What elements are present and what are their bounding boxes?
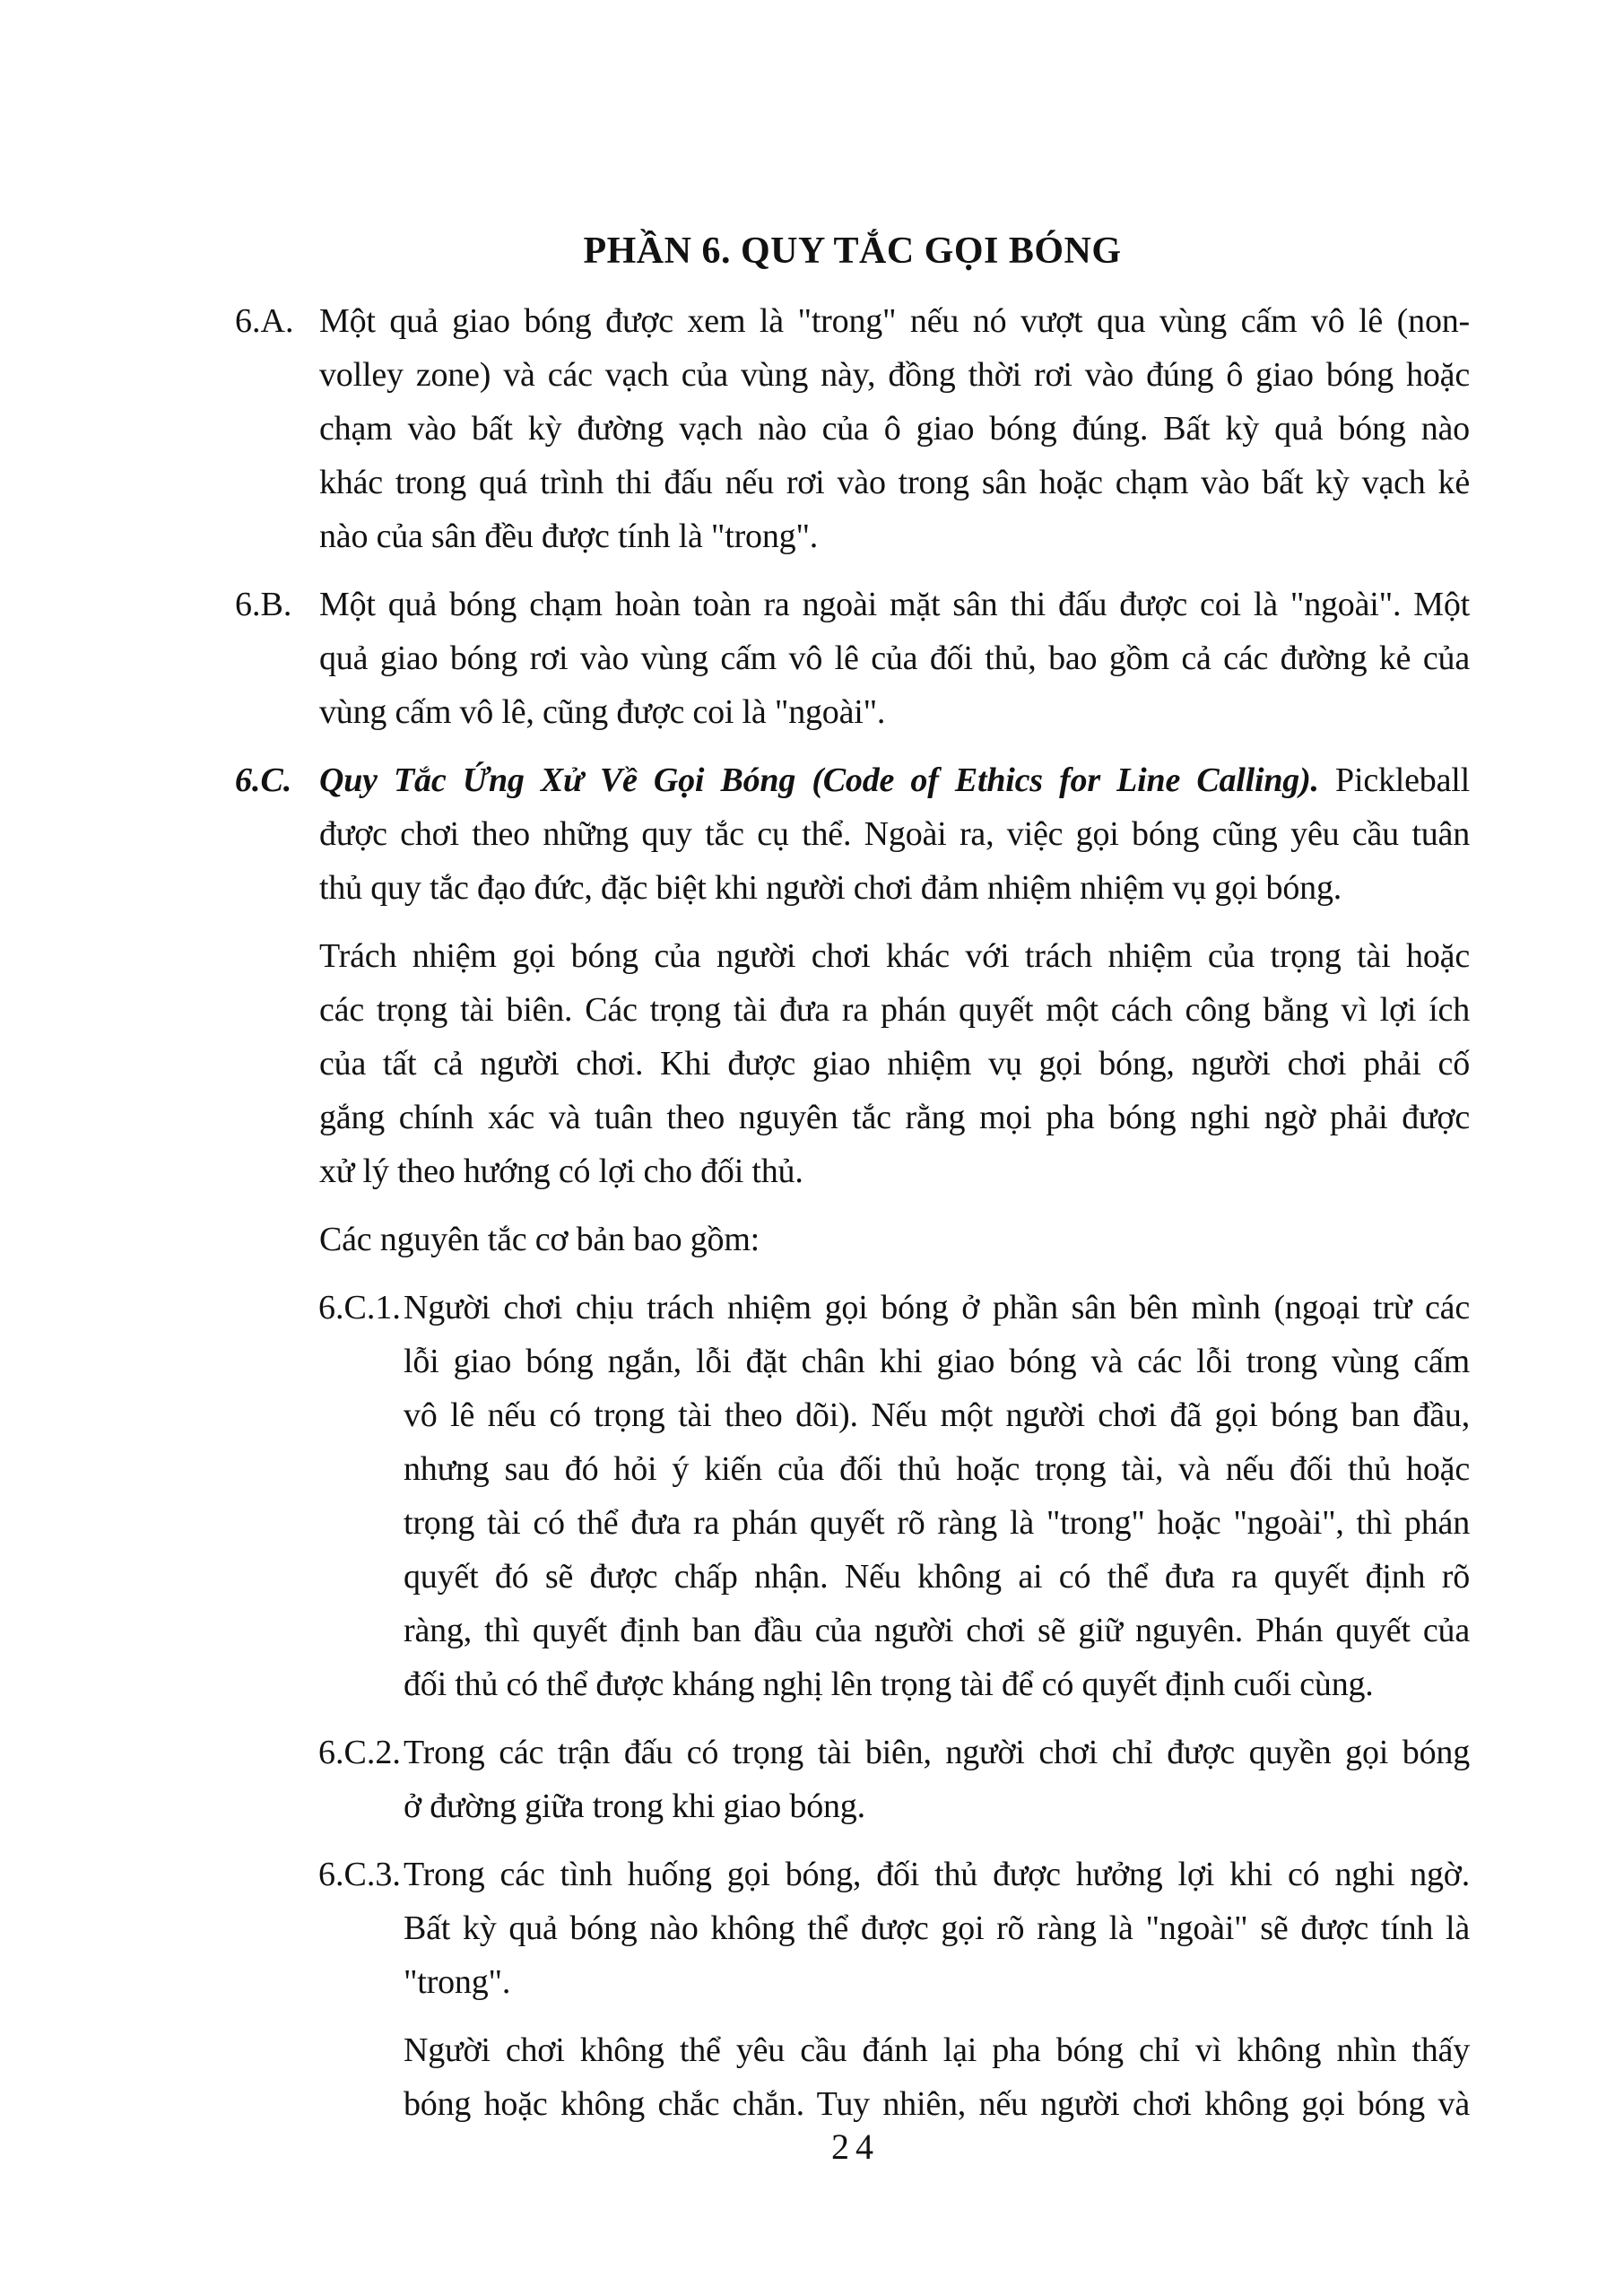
text-line: vô lê nếu có trọng tài theo dõi). Nếu một người chơi đã gọi bóng ban đầu,	[404, 1396, 1470, 1434]
item-6C2	[318, 1726, 1470, 1833]
para-6C3-continuation	[404, 2023, 1470, 2131]
item-6C	[235, 753, 1470, 915]
para-principles-intro	[319, 1213, 1470, 1266]
page-number: 24	[831, 2126, 880, 2167]
item-marker: 6.C.1.	[318, 1289, 401, 1326]
bold-italic-lead: Quy Tắc Ứng Xử Về Gọi Bóng (Code of Ethics for Line Calling).	[319, 761, 1319, 799]
text-line: Trong các tình huống gọi bóng, đối thủ được hưởng lợi khi có nghi ngờ.	[404, 1856, 1470, 1893]
text-line: vùng cấm vô lê, cũng được coi là "ngoài".	[319, 693, 886, 731]
text-line: nhưng sau đó hỏi ý kiến của đối thủ hoặc trọng tài, và nếu đối thủ hoặc	[404, 1450, 1470, 1488]
text-line: volley zone) và các vạch của vùng này, đồng thời rơi vào đúng ô giao bóng hoặc	[319, 356, 1470, 394]
text-line: khác trong quá trình thi đấu nếu rơi vào trong sân hoặc chạm vào bất kỳ vạch kẻ	[319, 464, 1470, 501]
item-6C1	[318, 1281, 1470, 1711]
text-line: ràng, thì quyết định ban đầu của người chơi sẽ giữ nguyên. Phán quyết của	[404, 1612, 1470, 1649]
text-line: Trách nhiệm gọi bóng của người chơi khác với trách nhiệm của trọng tài hoặc	[319, 937, 1470, 975]
text-line: đối thủ có thể được kháng nghị lên trọng tài để có quyết định cuối cùng.	[404, 1665, 1374, 1703]
text-line: chạm vào bất kỳ đường vạch nào của ô giao bóng đúng. Bất kỳ quả bóng nào	[319, 410, 1470, 448]
item-6C3	[318, 1848, 1470, 2009]
item-marker: 6.C.	[235, 761, 292, 799]
text-line: Người chơi chịu trách nhiệm gọi bóng ở phần sân bên mình (ngoại trừ các	[404, 1289, 1470, 1326]
text-line: lỗi giao bóng ngắn, lỗi đặt chân khi giao bóng và các lỗi trong vùng cấm	[404, 1343, 1470, 1380]
text-line: Một quả giao bóng được xem là "trong" nếu nó vượt qua vùng cấm vô lê (non-	[319, 302, 1470, 340]
item-marker: 6.C.2.	[318, 1734, 401, 1771]
text-line: được chơi theo những quy tắc cụ thể. Ngoài ra, việc gọi bóng cũng yêu cầu tuân	[319, 815, 1470, 853]
text-line: bóng hoặc không chắc chắn. Tuy nhiên, nếu người chơi không gọi bóng và	[404, 2085, 1470, 2123]
item-marker: 6.B.	[235, 586, 292, 623]
para-responsibility	[319, 929, 1470, 1198]
text-line: Bất kỳ quả bóng nào không thể được gọi rõ ràng là "ngoài" sẽ được tính là	[404, 1909, 1470, 1947]
text-line: "trong".	[404, 1963, 511, 2001]
text-line: Trong các trận đấu có trọng tài biên, người chơi chỉ được quyền gọi bóng	[404, 1734, 1470, 1771]
page-content	[235, 224, 1470, 2174]
text-line: Quy Tắc Ứng Xử Về Gọi Bóng (Code of Ethics for Line Calling). Pickleball	[319, 761, 1470, 799]
item-6B	[235, 578, 1470, 739]
text-line: Người chơi không thể yêu cầu đánh lại pha bóng chỉ vì không nhìn thấy	[404, 2031, 1470, 2069]
text-line: quyết đó sẽ được chấp nhận. Nếu không ai có thể đưa ra quyết định rõ	[404, 1558, 1470, 1596]
text-line: trọng tài có thể đưa ra phán quyết rõ ràng là "trong" hoặc "ngoài", thì phán	[404, 1504, 1470, 1542]
text-line: gắng chính xác và tuân theo nguyên tắc rằng mọi pha bóng nghi ngờ phải được	[319, 1099, 1470, 1136]
text-line: nào của sân đều được tính là "trong".	[319, 517, 819, 555]
text-line: quả giao bóng rơi vào vùng cấm vô lê của đối thủ, bao gồm cả các đường kẻ của	[319, 639, 1470, 677]
text-line: thủ quy tắc đạo đức, đặc biệt khi người chơi đảm nhiệm nhiệm vụ gọi bóng.	[319, 869, 1342, 907]
section-title: PHẦN 6. QUY TẮC GỌI BÓNG	[583, 230, 1122, 272]
text-line: các trọng tài biên. Các trọng tài đưa ra phán quyết một cách công bằng vì lợi ích	[319, 991, 1470, 1029]
text-line: xử lý theo hướng có lợi cho đối thủ.	[319, 1152, 803, 1190]
section-body	[235, 294, 1470, 2131]
item-6A	[235, 294, 1470, 563]
text-line: ở đường giữa trong khi giao bóng.	[404, 1787, 865, 1825]
text-line: Các nguyên tắc cơ bản bao gồm:	[319, 1221, 760, 1258]
item-marker: 6.C.3.	[318, 1856, 401, 1893]
text-line: Một quả bóng chạm hoàn toàn ra ngoài mặt sân thi đấu được coi là "ngoài". Một	[319, 586, 1470, 623]
item-marker: 6.A.	[235, 302, 294, 340]
text-line: của tất cả người chơi. Khi được giao nhiệm vụ gọi bóng, người chơi phải cố	[319, 1045, 1470, 1083]
